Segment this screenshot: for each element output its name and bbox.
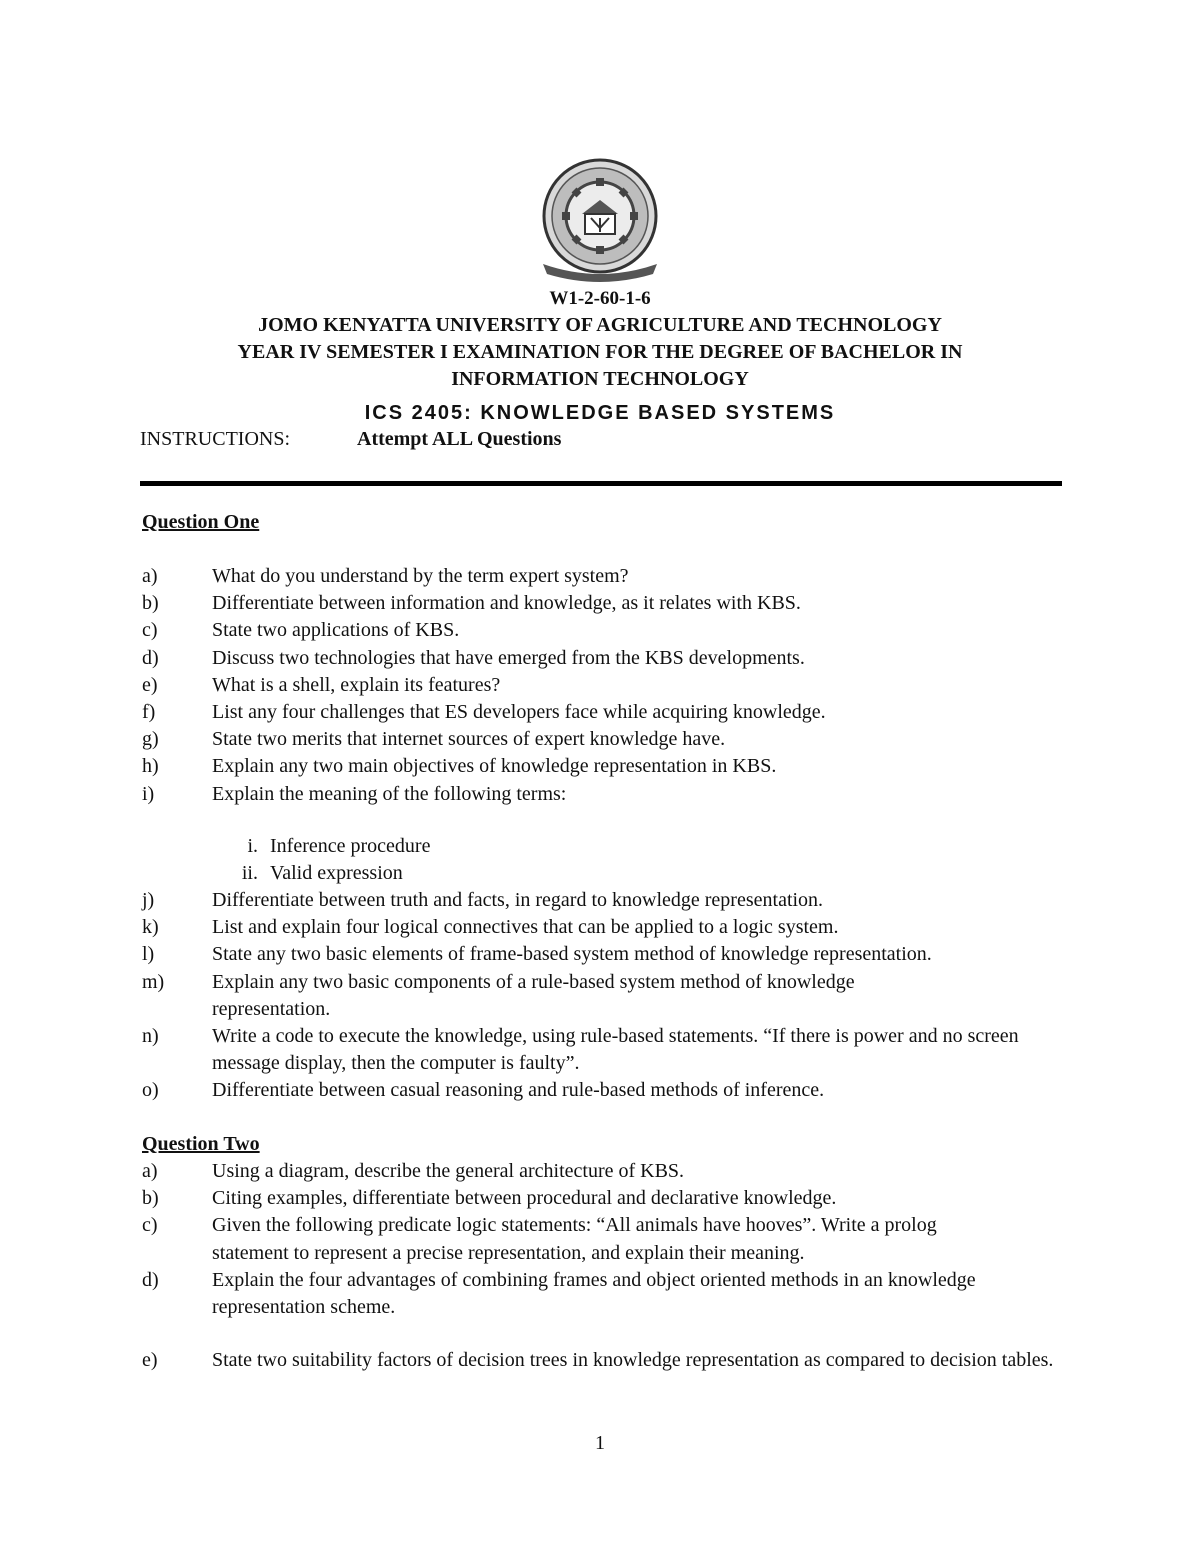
list-item: o) Differentiate between casual reasoning and rule-based methods of inference.: [142, 1079, 825, 1102]
exam-header: [0, 286, 1200, 429]
instructions: [140, 425, 561, 453]
university-name: JOMO KENYATTA UNIVERSITY OF AGRICULTURE AND TECHNOLOGY: [258, 314, 942, 336]
list-item: c) State two applications of KBS.: [142, 619, 460, 642]
exam-title-line-1: YEAR IV SEMESTER I EXAMINATION FOR THE DEGREE OF BACHELOR IN: [237, 341, 963, 363]
list-item: n) Write a code to execute the knowledge, using rule-based statements. “If there is power and no screen message display, then the computer is faulty”.: [142, 1025, 1019, 1075]
question-one-heading: Question One: [142, 511, 260, 533]
list-item: i) Explain the meaning of the following terms:: [142, 782, 567, 805]
instructions-label: INSTRUCTIONS:: [140, 428, 291, 450]
list-item: c) Given the following predicate logic statements: “All animals have hooves”. Write a prolog statement to represent a precise representation, and explain their meaning.: [142, 1214, 937, 1264]
instructions-text: Attempt ALL Questions: [357, 428, 562, 450]
list-item: g) State two merits that internet sources of expert knowledge have.: [142, 728, 726, 751]
list-item: i. Inference procedure: [247, 835, 431, 857]
university-logo-icon: [535, 156, 665, 286]
list-item: m) Explain any two basic components of a rule-based system method of knowledge representation.: [142, 970, 855, 1020]
divider: [140, 481, 1062, 486]
question-two-heading: Question Two: [142, 1133, 260, 1155]
course-title: ICS 2405: KNOWLEDGE BASED SYSTEMS: [364, 402, 836, 424]
paper-code: W1-2-60-1-6: [549, 288, 651, 309]
list-item: e) What is a shell, explain its features?: [142, 673, 501, 696]
list-item: k) List and explain four logical connectives that can be applied to a logic system.: [142, 916, 839, 939]
list-item: h) Explain any two main objectives of knowledge representation in KBS.: [142, 755, 777, 778]
question-one-list: [142, 563, 1062, 808]
list-item: j) Differentiate between truth and facts, in regard to knowledge representation.: [142, 889, 824, 911]
question-two-list: [142, 1158, 1062, 1321]
list-item: a) Using a diagram, describe the general architecture of KBS.: [142, 1160, 685, 1182]
list-item: ii. Valid expression: [241, 862, 403, 884]
question-one-list-continued: [142, 887, 1062, 1105]
list-item: l) State any two basic elements of frame-based system method of knowledge representation.: [142, 943, 932, 966]
list-item: b) Differentiate between information and knowledge, as it relates with KBS.: [142, 592, 801, 615]
list-item: d) Explain the four advantages of combining frames and object oriented methods in an knowledge representation scheme.: [142, 1268, 976, 1319]
page-number: 1: [595, 1432, 605, 1454]
list-item: e) State two suitability factors of decision trees in knowledge representation as compared to decision tables.: [142, 1349, 1054, 1371]
list-item: b) Citing examples, differentiate between procedural and declarative knowledge.: [142, 1187, 837, 1210]
exam-title-line-2: INFORMATION TECHNOLOGY: [451, 368, 749, 390]
question-one-sub-list: [212, 833, 430, 887]
list-item: d) Discuss two technologies that have emerged from the KBS developments.: [142, 646, 805, 669]
question-two-list-continued: [142, 1347, 1062, 1374]
list-item: a) What do you understand by the term expert system?: [142, 565, 629, 587]
list-item: f) List any four challenges that ES developers face while acquiring knowledge.: [142, 701, 826, 724]
